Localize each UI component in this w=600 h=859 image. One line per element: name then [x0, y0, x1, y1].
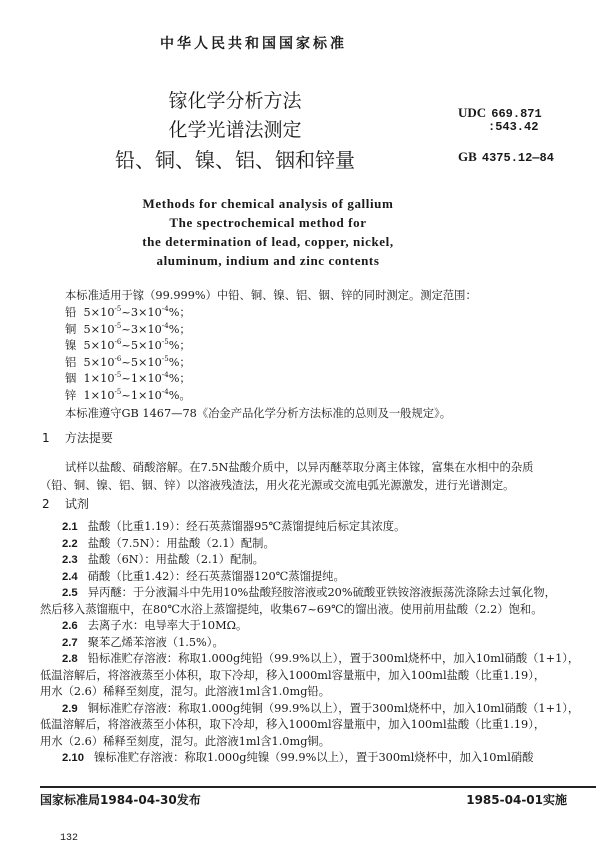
- item-number: 2.8: [62, 653, 78, 665]
- element-name: 镍: [65, 339, 77, 352]
- reagent-item: [62, 570, 345, 585]
- page-number: 132: [60, 833, 79, 844]
- item-text: 用水（2.6）稀释至刻度，混匀。此溶液1ml含1.0mg铅。: [40, 685, 331, 698]
- range-low: $1\times 10^{-5}$: [83, 387, 122, 402]
- element-name: 铝: [65, 355, 77, 369]
- item-number: 2.3: [62, 554, 78, 566]
- range-unit: %；: [168, 322, 191, 336]
- item-number: 2.10: [62, 752, 84, 764]
- footer-rule: [40, 786, 596, 788]
- item-text: 镍标准贮存溶液：称取1.000g纯镍（99.9%以上），置于300ml烧杯中，加入10ml硝酸: [94, 751, 534, 764]
- item-text: 然后移入蒸馏瓶中，在80℃水浴上蒸馏提纯，收集67~69℃的馏出液。使用前用盐酸（2.2）饱和。: [40, 602, 543, 616]
- range-low: $5\times 10^{-5}$: [83, 305, 122, 319]
- section-number: 2: [42, 497, 50, 511]
- item-text: 异丙醚：于分液漏斗中先用10%盐酸羟胺溶液或20%硫酸亚铁铵溶液振荡洗涤除去过氧化物，: [87, 586, 556, 599]
- udc-label: UDC: [458, 105, 487, 120]
- section-1-line-2: （铅、铜、镍、铝、铟、锌）以溶液残渣法，用火花光源或交流电弧光源激发，进行光谱测定。: [40, 479, 515, 492]
- item-number: 2.5: [62, 587, 78, 599]
- item-text: 低温溶解后，将溶液蒸至小体积，取下冷却，移入1000ml容量瓶中，加入100ml盐酸（比重1.19），: [40, 718, 546, 731]
- range-row: [65, 339, 191, 353]
- range-low: $1\times 10^{-5}$: [83, 371, 122, 385]
- english-title-4: aluminum, indium and zinc contents: [156, 253, 380, 268]
- compliance-note: 本标准遵守GB 1467—78《冶金产品化学分析方法标准的总则及一般规定》。: [65, 407, 452, 420]
- section-2-heading: [42, 497, 89, 511]
- range-high: $\sim 5\times 10^{-5}$: [121, 354, 169, 369]
- gb-label: GB: [458, 149, 477, 164]
- reagent-item-continuation: [40, 685, 330, 699]
- range-low: $5\times 10^{-6}$: [83, 354, 122, 369]
- item-text: 盐酸（比重1.19）：经石英蒸馏器95℃蒸馏提纯后标定其浓度。: [87, 520, 406, 533]
- element-name: 铅: [65, 306, 77, 319]
- effective-date: 1985-04-01实施: [466, 793, 567, 807]
- section-title: 方法提要: [64, 431, 113, 445]
- reagent-item: [62, 702, 579, 717]
- scope-intro: 本标准适用于镓（99.999%）中铅、铜、镍、铝、铟、锌的同时测定。测定范围：: [65, 289, 477, 302]
- english-title-2: The spectrochemical method for: [169, 215, 367, 230]
- range-row: [65, 372, 191, 386]
- reagent-item-continuation: [40, 669, 545, 683]
- reagent-item: [62, 586, 556, 601]
- range-high: $\sim 3\times 10^{-4}$: [121, 305, 169, 319]
- item-number: 2.6: [62, 620, 78, 632]
- section-1-heading: [42, 431, 113, 445]
- udc-value-2: :543.42: [488, 120, 539, 134]
- section-1-line-1: 试样以盐酸、硝酸溶解。在7.5N盐酸介质中，以异丙醚萃取分离主体镓，富集在水相中的杂质: [65, 461, 534, 474]
- item-text: 去离子水：电导率大于10MΩ。: [87, 619, 248, 632]
- range-row: [65, 306, 191, 320]
- section-title: 试剂: [64, 497, 89, 511]
- range-high: $\sim 1\times 10^{-4}$: [121, 371, 169, 385]
- item-text: 铅标准贮存溶液：称取1.000g纯铅（99.9%以上），置于300ml烧杯中，加入10ml硝酸（1+1），: [87, 652, 580, 665]
- section-number: 1: [42, 431, 50, 445]
- range-high: $\sim 1\times 10^{-4}$: [121, 387, 169, 402]
- reagent-item: [62, 751, 533, 766]
- range-low: $5\times 10^{-5}$: [83, 321, 122, 336]
- range-row: [65, 389, 191, 403]
- english-title-1: Methods for chemical analysis of gallium: [142, 196, 394, 211]
- range-row: [65, 356, 191, 370]
- item-text: 硝酸（比重1.42）：经石英蒸馏器120℃蒸馏提纯。: [87, 569, 345, 583]
- item-number: 2.9: [62, 702, 78, 715]
- range-unit: %；: [168, 306, 191, 319]
- item-number: 2.7: [62, 636, 78, 649]
- udc-code: [458, 102, 542, 121]
- title-line-2: 化学光谱法测定: [168, 119, 302, 141]
- item-number: 2.2: [62, 537, 78, 550]
- item-text: 盐酸（6N）：用盐酸（2.1）配制。: [87, 553, 264, 566]
- item-text: 铜标准贮存溶液：称取1.000g纯铜（99.9%以上），置于300ml烧杯中，加入10ml硝酸（1+1），: [87, 701, 580, 715]
- gb-value: 4375.12—84: [481, 151, 554, 165]
- element-name: 锌: [65, 388, 77, 402]
- reagent-item: [62, 636, 224, 651]
- item-text: 低温溶解后，将溶液蒸至小体积，取下冷却，移入1000ml容量瓶中，加入100ml盐酸（比重1.19），: [40, 668, 546, 682]
- reagent-item: [62, 652, 579, 667]
- item-text: 用水（2.6）稀释至刻度，混匀。此溶液1ml含1.0mg铜。: [40, 734, 331, 748]
- reagent-item: [62, 520, 405, 535]
- reagent-item-continuation: [40, 603, 543, 617]
- range-unit: %。: [168, 388, 191, 402]
- english-title-3: the determination of lead, copper, nickel,: [142, 234, 394, 249]
- reagent-item: [62, 619, 247, 634]
- title-line-1: 镓化学分析方法: [168, 90, 302, 112]
- item-text: 盐酸（7.5N）：用盐酸（2.1）配制。: [87, 536, 275, 550]
- udc-value: 669.871: [491, 107, 542, 121]
- reagent-item-continuation: [40, 735, 330, 749]
- item-number: 2.1: [62, 521, 78, 533]
- gb-code: [458, 146, 554, 165]
- range-low: $5\times 10^{-6}$: [83, 338, 122, 352]
- issue-date: 国家标准局1984-04-30发布: [40, 793, 201, 807]
- reagent-item: [62, 553, 264, 568]
- range-high: $\sim 5\times 10^{-5}$: [121, 338, 169, 352]
- reagent-item: [62, 537, 275, 552]
- reagent-item-continuation: [40, 718, 545, 732]
- title-line-3: 铅、铜、镍、铝、铟和锌量: [115, 148, 355, 172]
- element-name: 铟: [65, 372, 77, 385]
- item-number: 2.4: [62, 570, 78, 583]
- item-text: 聚苯乙烯苯溶液（1.5%）。: [87, 635, 224, 649]
- range-row: [65, 323, 191, 337]
- range-unit: %；: [168, 372, 191, 385]
- standard-header: 中华人民共和国国家标准: [160, 36, 347, 52]
- element-name: 铜: [65, 322, 77, 336]
- range-unit: %；: [168, 339, 191, 352]
- range-high: $\sim 3\times 10^{-4}$: [121, 321, 169, 336]
- range-unit: %；: [168, 355, 191, 369]
